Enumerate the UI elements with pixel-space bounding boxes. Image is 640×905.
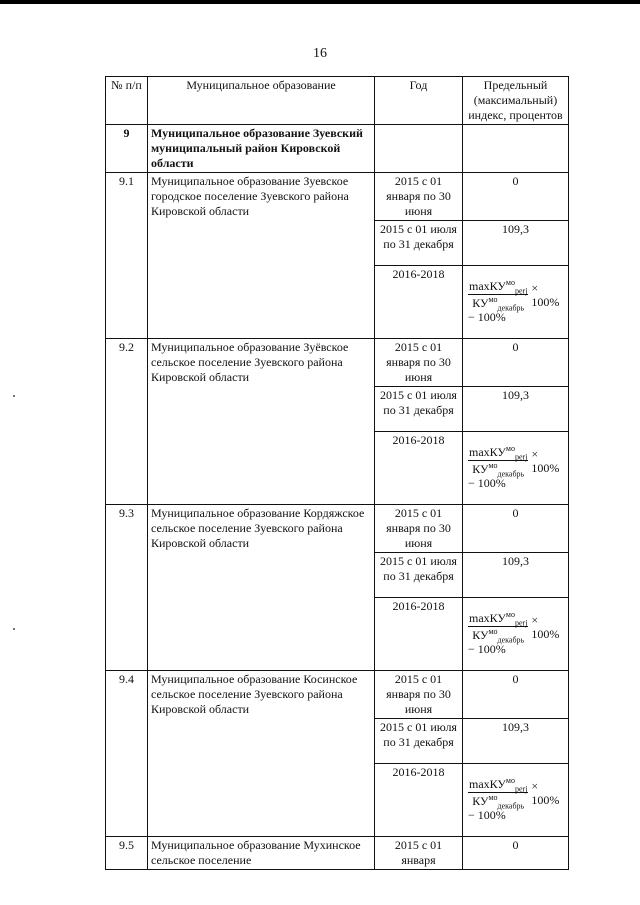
section-num: 9 xyxy=(106,125,148,173)
year-period: 2015 с 01 июля по 31 декабря xyxy=(375,387,463,432)
index-formula xyxy=(463,432,569,505)
row-mo-name: Муниципальное образование Кордяжское сельское поселение Зуевского района Кировской области xyxy=(148,505,375,671)
formula-numerator-sub: perj xyxy=(514,286,528,296)
formula-denominator-sup: мо xyxy=(488,627,498,636)
index-value: 109,3 xyxy=(463,553,569,598)
year-period: 2016-2018 xyxy=(375,432,463,505)
formula-minus: − 100% xyxy=(468,310,506,324)
formula-numerator: maxКУ xyxy=(469,611,506,625)
formula-denominator-sub: декабрь xyxy=(497,469,525,479)
year-period: 2015 с 01 января по 30 июня xyxy=(375,339,463,387)
formula-denominator-sup: мо xyxy=(488,295,498,304)
index-value: 109,3 xyxy=(463,221,569,266)
year-period: 2016-2018 xyxy=(375,764,463,837)
year-period: 2015 с 01 июля по 31 декабря xyxy=(375,719,463,764)
formula-denominator: КУ xyxy=(472,794,489,808)
formula-denominator: КУ xyxy=(472,462,489,476)
page-number: 16 xyxy=(313,46,327,61)
formula-minus: − 100% xyxy=(468,642,506,656)
top-rule xyxy=(0,0,640,4)
row-mo-name: Муниципальное образование Зуёвское сельское поселение Зуевского района Кировской области xyxy=(148,339,375,505)
formula-numerator-sup: мо xyxy=(505,610,515,619)
section-name: Муниципальное образование Зуевский муниципальный район Кировской области xyxy=(148,125,375,173)
index-value: 109,3 xyxy=(463,719,569,764)
year-period: 2015 с 01 июля по 31 декабря xyxy=(375,221,463,266)
header-mo: Муниципальное образование xyxy=(148,77,375,125)
index-value: 0 xyxy=(463,505,569,553)
index-formula xyxy=(463,764,569,837)
formula-numerator-sub: perj xyxy=(514,618,528,628)
scan-speck xyxy=(13,628,15,630)
formula-times: × 100% xyxy=(531,446,560,475)
row-num: 9.2 xyxy=(106,339,148,505)
section-year xyxy=(375,125,463,173)
row-mo-name: Муниципальное образование Косинское сельское поселение Зуевского района Кировской области xyxy=(148,671,375,837)
section-index xyxy=(463,125,569,173)
year-period: 2016-2018 xyxy=(375,266,463,339)
formula-numerator: maxКУ xyxy=(469,777,506,791)
row-mo-name: Муниципальное образование Мухинское сельское поселение xyxy=(148,837,375,870)
formula-denominator-sub: декабрь xyxy=(497,635,525,645)
formula-times: × 100% xyxy=(531,612,560,641)
index-value: 0 xyxy=(463,339,569,387)
row-num: 9.5 xyxy=(106,837,148,870)
formula-numerator-sub: perj xyxy=(514,784,528,794)
formula-times: × 100% xyxy=(531,280,560,309)
row-num: 9.4 xyxy=(106,671,148,837)
index-formula xyxy=(463,266,569,339)
formula-denominator: КУ xyxy=(472,628,489,642)
formula-denominator-sub: декабрь xyxy=(497,303,525,313)
formula-minus: − 100% xyxy=(468,476,506,490)
row-mo-name: Муниципальное образование Зуевское городское поселение Зуевского района Кировской области xyxy=(148,173,375,339)
year-period: 2015 с 01 января по 30 июня xyxy=(375,173,463,221)
header-num: № п/п xyxy=(106,77,148,125)
formula-times: × 100% xyxy=(531,778,560,807)
formula-numerator: maxКУ xyxy=(469,279,506,293)
year-period: 2015 с 01 января xyxy=(375,837,463,870)
year-period: 2015 с 01 января по 30 июня xyxy=(375,671,463,719)
formula-numerator-sup: мо xyxy=(505,776,515,785)
year-period: 2015 с 01 июля по 31 декабря xyxy=(375,553,463,598)
formula-numerator-sup: мо xyxy=(505,444,515,453)
year-period: 2015 с 01 января по 30 июня xyxy=(375,505,463,553)
row-num: 9.3 xyxy=(106,505,148,671)
formula-minus: − 100% xyxy=(468,808,506,822)
header-index: Предельный (максимальный) индекс, процентов xyxy=(463,77,569,125)
header-year: Год xyxy=(375,77,463,125)
index-value: 109,3 xyxy=(463,387,569,432)
formula-denominator-sup: мо xyxy=(488,793,498,802)
formula-denominator-sup: мо xyxy=(488,461,498,470)
formula-numerator: maxКУ xyxy=(469,445,506,459)
formula-numerator-sub: perj xyxy=(514,452,528,462)
index-formula xyxy=(463,598,569,671)
index-table xyxy=(105,76,569,870)
formula-numerator-sup: мо xyxy=(505,278,515,287)
year-period: 2016-2018 xyxy=(375,598,463,671)
row-num: 9.1 xyxy=(106,173,148,339)
formula-denominator: КУ xyxy=(472,296,489,310)
index-value: 0 xyxy=(463,837,569,870)
index-value: 0 xyxy=(463,671,569,719)
scan-speck xyxy=(13,395,15,397)
formula-denominator-sub: декабрь xyxy=(497,801,525,811)
index-value: 0 xyxy=(463,173,569,221)
